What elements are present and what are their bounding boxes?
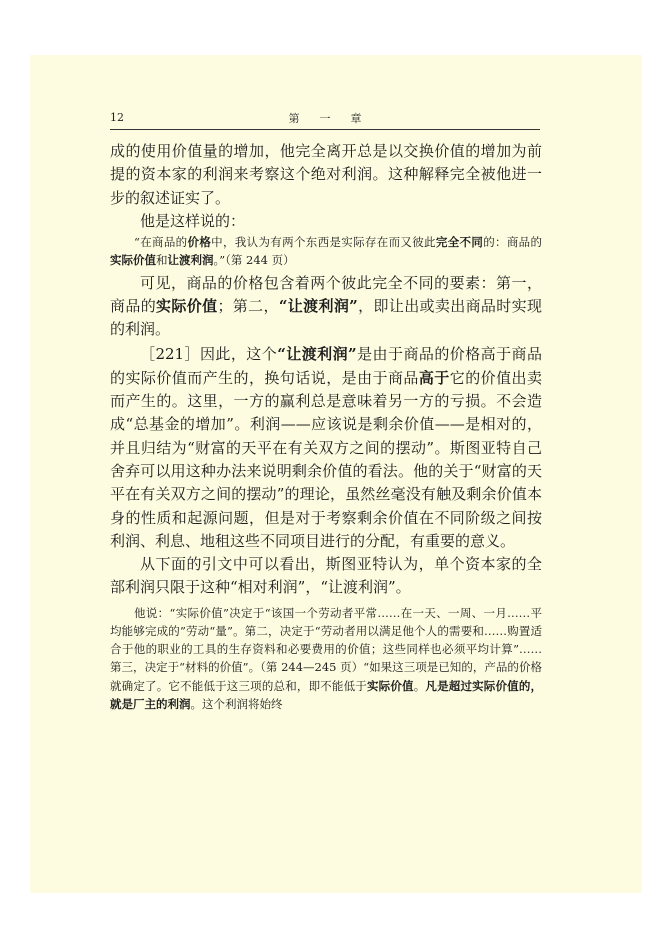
paragraph-5: 从下面的引文中可以看出，斯图亚特认为，单个资本家的全部利润只限于这种“相对利润”，“让渡利润”。 <box>110 555 542 597</box>
paragraph-4: ［221］因此，这个“让渡利润”是由于商品的价格高于商品的实际价值而产生的，换句话说，是由于商品高于它的价值出卖而产生的。这里，一方的赢利总是意味着另一方的亏损。不会造成“总基金的增加”。利润——应该说是剩余价值——是相对的，并且归结为“财富的天平在有关双方之间的摆动”。斯图亚特自己舍弃可以用这种办法来说明剩余价值的看法。他的关于“财富的天平在有关双方之间的摆动”的理论，虽然丝毫没有触及剩余价值本身的性质和起源问题，但是对于考察剩余价值在不同阶级之间按利润、利息、地租这些不同项目进行的分配，有重要的意义。 <box>110 345 542 550</box>
quote-2: 他说：“实际价值”决定于“该国一个劳动者平常……在一天、一周、一月……平均能够完成的”劳动“量”。第二，决定于“劳动者用以满足他个人的需要和……购置适合于他的职业的工具的生存资料和必要费用的价值；这些同样也必须平均计算”…… 第三，决定于“材料的价值”。（第 244—245 页）“如果这三项是已知的，产品的价格就确定了。它不能低于这三项的总和，即不能低于实际价值。凡是超过实际价值的，就是厂主的利润。这个利润将始终 <box>110 605 543 711</box>
page-number: 12 <box>110 111 124 124</box>
quote-1: “在商品的价格中，我认为有两个东西是实际存在而又彼此完全不同的：商品的实际价值和让渡利润。”（第 244 页） <box>110 235 543 268</box>
page-header <box>110 107 540 130</box>
body-text <box>110 140 542 713</box>
paragraph-3: 可见，商品的价格包含着两个彼此完全不同的要素：第一，商品的实际价值；第二，“让渡利润”，即让出或卖出商品时实现的利润。 <box>110 273 542 339</box>
paragraph-1: 成的使用价值量的增加，他完全离开总是以交换价值的增加为前提的资本家的利润来考察这个绝对利润。这种解释完全被他进一步的叙述证实了。 <box>110 142 542 207</box>
chapter-title: 第一章 <box>288 112 382 125</box>
paragraph-2: 他是这样说的： <box>140 211 246 230</box>
